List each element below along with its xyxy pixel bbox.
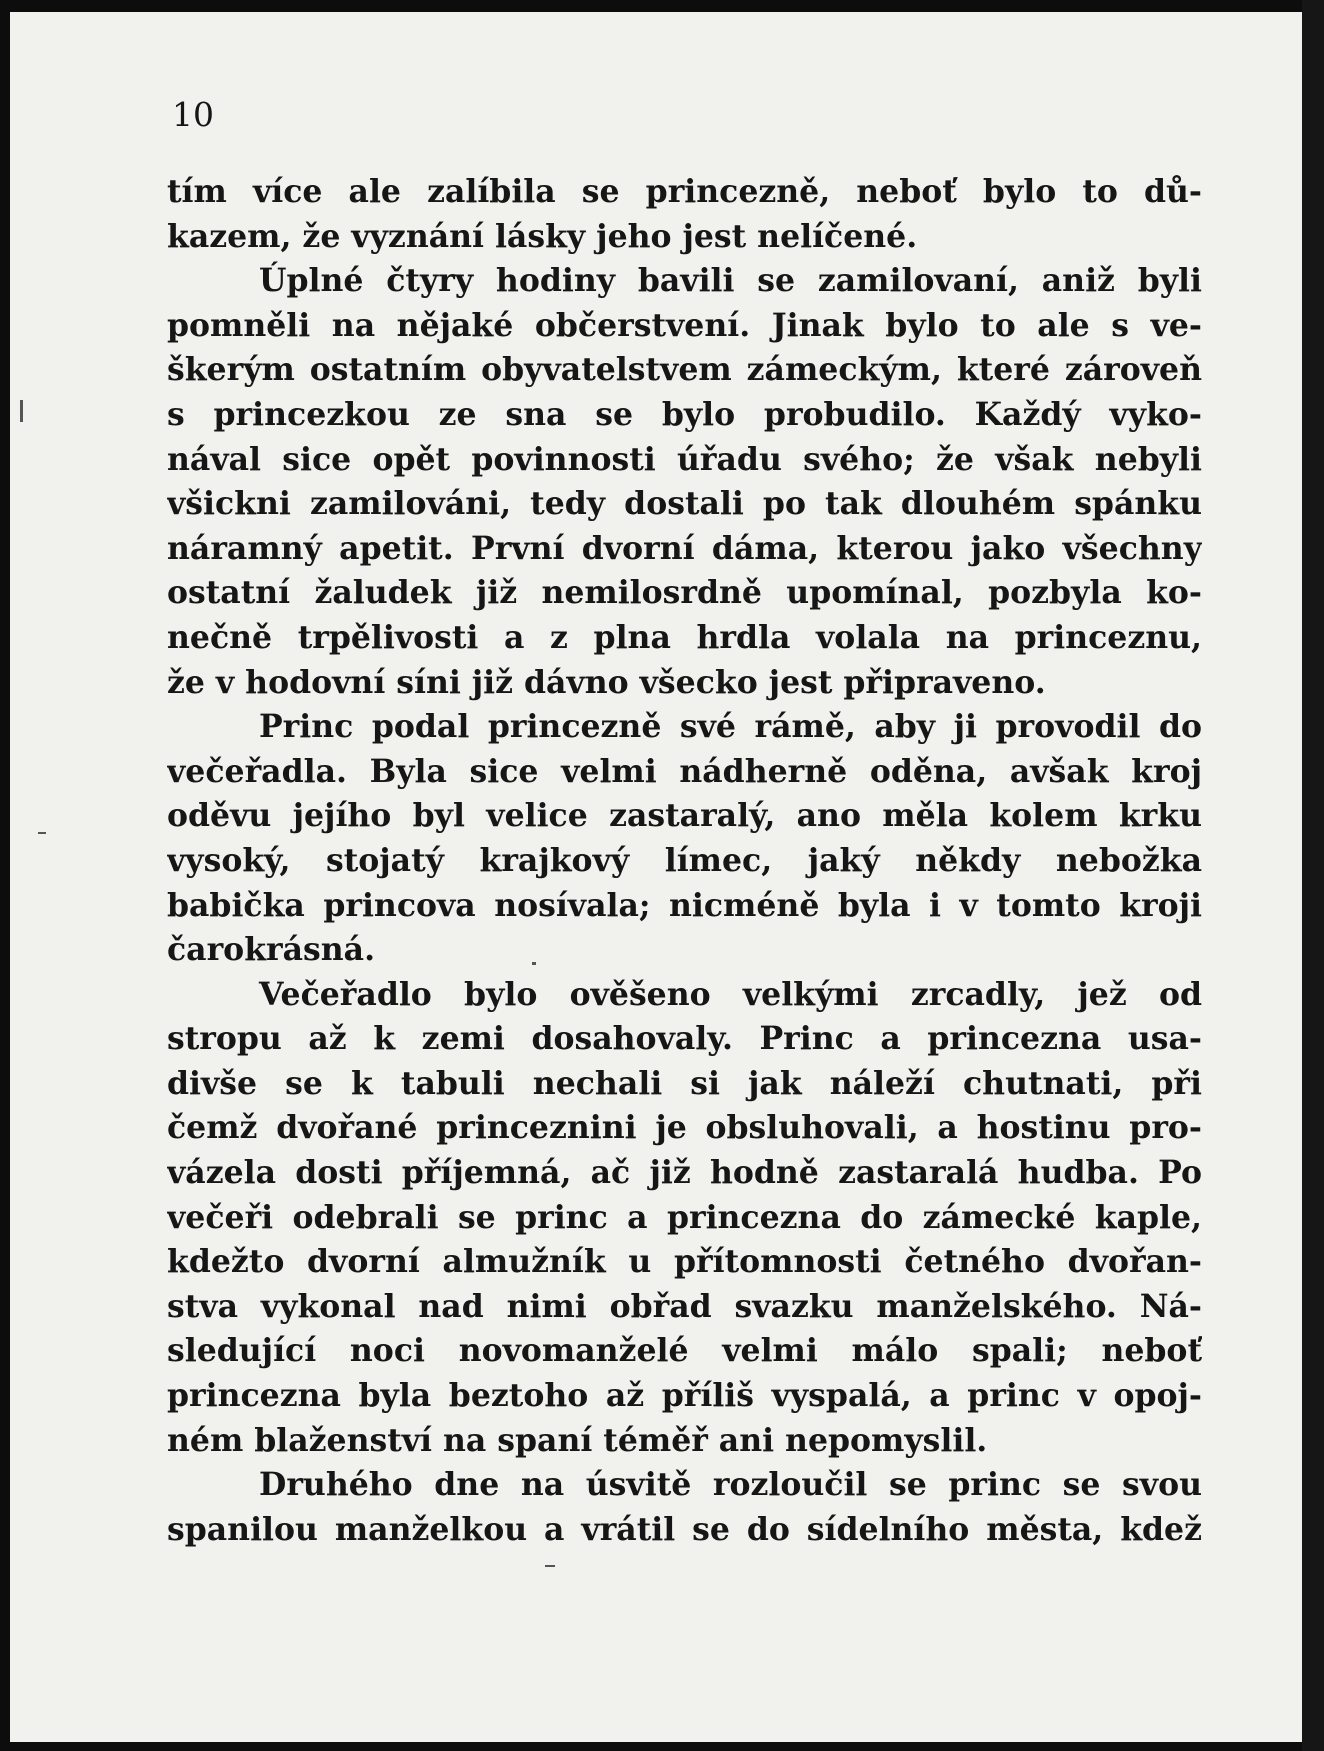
page-edge-shadow	[1302, 0, 1324, 1751]
text-line: nával sice opět povinnosti úřadu svého; že však nebyli	[167, 440, 1202, 478]
text-line: Princ podal princezně své rámě, aby ji provodil do	[259, 708, 1202, 746]
text-line: Úplné čtyry hodiny bavili se zamilovaní, aniž byli	[259, 262, 1202, 300]
text-line: pomněli na nějaké občerstvení. Jinak bylo to ale s ve-	[167, 306, 1202, 344]
text-line: spanilou manželkou a vrátil se do sídelního města, kdež	[167, 1510, 1202, 1548]
text-line: oděvu jejího byl velice zastaralý, ano měla kolem krku	[167, 797, 1202, 835]
text-line: večeři odebrali se princ a princezna do zámecké kaple,	[167, 1198, 1202, 1236]
text-line: Druhého dne na úsvitě rozloučil se princ se svou	[259, 1466, 1202, 1504]
text-line: kdežto dvorní almužník u přítomnosti četného dvořan-	[167, 1243, 1202, 1281]
text-line: vysoký, stojatý krajkový límec, jaký někdy nebožka	[167, 841, 1202, 879]
text-line: večeřadla. Byla sice velmi nádherně oděna, avšak kroj	[167, 752, 1202, 790]
text-line: tím více ale zalíbila se princezně, neboť bylo to dů-	[167, 173, 1202, 210]
page-number: 10	[172, 95, 214, 134]
text-line: stva vykonal nad nimi obřad svazku manželského. Ná-	[167, 1287, 1202, 1325]
scan-speck	[20, 400, 23, 422]
text-line: že v hodovní síni již dávno všecko jest připraveno.	[167, 663, 1046, 701]
text-line: čarokrásná.	[167, 931, 376, 969]
text-line: všickni zamilováni, tedy dostali po tak dlouhém spánku	[167, 485, 1202, 523]
text-line: princezna byla beztoho až příliš vyspalá, a princ v opoj-	[167, 1377, 1202, 1415]
text-line: čemž dvořané princeznini je obsluhovali, a hostinu pro-	[167, 1109, 1202, 1147]
text-line: divše se k tabuli nechali si jak náleží chutnati, při	[167, 1064, 1202, 1102]
text-line: nečně trpělivosti a z plna hrdla volala na princeznu,	[167, 618, 1202, 656]
text-line: kazem, že vyznání lásky jeho jest nelíčené.	[167, 217, 918, 255]
text-line: ném blaženství na spaní téměř ani nepomyslil.	[167, 1421, 988, 1459]
text-line: náramný apetit. První dvorní dáma, kterou jako všechny	[167, 529, 1202, 567]
text-line: stropu až k zemi dosahovaly. Princ a princezna usa-	[167, 1020, 1202, 1058]
scan-speck	[38, 832, 46, 834]
text-line: babička princova nosívala; nicméně byla i v tomto kroji	[167, 886, 1202, 924]
text-line: Večeřadlo bylo ověšeno velkými zrcadly, jež od	[259, 975, 1202, 1013]
body-text	[167, 170, 1202, 1590]
text-line: s princezkou ze sna se bylo probudilo. Každý vyko-	[167, 395, 1202, 433]
text-line: vázela dosti příjemná, ač již hodně zastaralá hudba. Po	[167, 1154, 1202, 1192]
text-line: sledující noci novomanželé velmi málo spali; neboť	[167, 1332, 1202, 1370]
text-line: ostatní žaludek již nemilosrdně upomínal, pozbyla ko-	[167, 574, 1202, 612]
text-line: škerým ostatním obyvatelstvem zámeckým, které zároveň	[167, 351, 1202, 389]
